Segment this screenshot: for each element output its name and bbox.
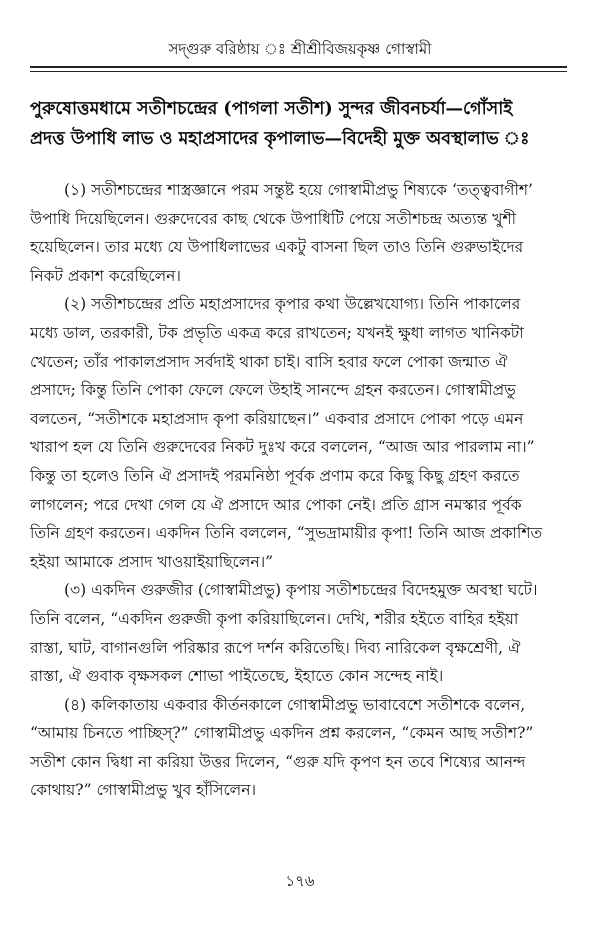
paragraph-line: মধ্যে ডাল, তরকারী, টক প্রভৃতি একত্র করে রাখতেন; যখনই ক্ষুধা লাগত খানিকটা — [30, 323, 524, 342]
paragraph-line: খেতেন; তাঁর পাকালপ্রসাদ সর্বদাই থাকা চাই। বাসি হবার ফলে পোকা জন্মাত ঐ — [30, 352, 508, 371]
paragraph-line: বলতেন, “সতীশকে মহাপ্রসাদ কৃপা করিয়াছেন।” একবার প্রসাদে পোকা পড়ে এমন — [30, 409, 524, 428]
paragraph-line: তিনি বলেন, “একদিন গুরুজী কৃপা করিয়াছিলেন। দেখি, শরীর হইতে বাহির হইয়া — [30, 609, 519, 628]
paragraph-line: (১) সতীশচন্দ্রের শাস্ত্রজ্ঞানে পরম সন্তুষ্ট হয়ে গোস্বামীপ্রভু শিষ্যকে ‘তত্ত্ববাগীশ’ — [64, 181, 533, 199]
paragraph — [30, 691, 567, 805]
paragraph-line: (৪) কলিকাতায় একবার কীর্তনকালে গোস্বামীপ্রভু ভাবাবেশে সতীশকে বলেন, — [64, 695, 526, 714]
paragraph-line: রাস্তা, ঐ গুবাক বৃক্ষসকল শোভা পাইতেছে, ইহাতে কোন সন্দেহ নাই। — [30, 667, 444, 686]
paragraph-line: লাগলেন; পরে দেখা গেল যে ঐ প্রসাদে আর পোকা নেই। প্রতি গ্রাস নমস্কার পূর্বক — [30, 495, 522, 514]
paragraph-line: খারাপ হল যে তিনি গুরুদেবের নিকট দুঃখ করে বললেন, “আজ আর পারলাম না।” — [30, 438, 535, 457]
paragraph — [30, 290, 567, 576]
paragraph-line: কোথায়?” গোস্বামীপ্রভু খুব হাঁসিলেন। — [30, 781, 257, 800]
body-text — [30, 176, 567, 805]
running-header: সদ্‌গুরু বরিষ্ঠায় ঃ শ্রীশ্রীবিজয়কৃষ্ণ গোস্বামী — [168, 40, 432, 58]
paragraph — [30, 176, 567, 290]
paragraph-line: কিন্তু তা হলেও তিনি ঐ প্রসাদই পরমনিষ্ঠা পূর্বক প্রণাম করে কিছু কিছু গ্রহণ করতে — [30, 466, 520, 485]
paragraph-line: সতীশ কোন দ্বিধা না করিয়া উত্তর দিলেন, “গুরু যদি কৃপণ হন তবে শিষ্যের আনন্দ — [30, 752, 526, 771]
paragraph-line: উপাধি দিয়েছিলেন। গুরুদেবের কাছ থেকে উপাধিটি পেয়ে সতীশচন্দ্র অত্যন্ত খুশী — [30, 209, 517, 228]
paragraph-line: হয়েছিলেন। তার মধ্যে যে উপাধিলাভের একটু বাসনা ছিল তাও তিনি গুরুভাইদের — [30, 238, 524, 257]
paragraph-line: হইয়া আমাকে প্রসাদ খাওয়াইয়াছিলেন।” — [30, 552, 274, 571]
paragraph-line: নিকট প্রকাশ করেছিলেন। — [30, 266, 181, 285]
section-heading-line: পুরুষোত্তমধামে সতীশচন্দ্রের (পাগলা সতীশ) সুন্দর জীবনচর্যা—গোঁসাই — [30, 99, 513, 119]
paragraph-line: (৩) একদিন গুরুজীর (গোস্বামীপ্রভু) কৃপায় সতীশচন্দ্রের বিদেহমুক্ত অবস্থা ঘটে। — [64, 581, 538, 600]
paragraph-line: রাস্তা, ঘাট, বাগানগুলি পরিষ্কার রূপে দর্শন করিতেছি। দিব্য নারিকেল বৃক্ষশ্রেণী, ঐ — [30, 638, 521, 657]
header-rule-thick — [30, 66, 567, 68]
header-rule-thin — [30, 71, 567, 72]
section-heading-line: প্রদত্ত উপাধি লাভ ও মহাপ্রসাদের কৃপালাভ—বিদেহী মুক্ত অবস্থালাভ ঃ — [30, 129, 530, 149]
page-number: ১৭৬ — [285, 872, 315, 890]
paragraph-line: “আমায় চিনতে পাচ্ছিস্?” গোস্বামীপ্রভু একদিন প্রশ্ন করলেন, “কেমন আছ সতীশ?” — [30, 724, 534, 743]
paragraph — [30, 576, 567, 690]
paragraph-line: প্রসাদে; কিন্তু তিনি পোকা ফেলে ফেলে উহাই সানন্দে গ্রহন করতেন। গোস্বামীপ্রভু — [30, 381, 516, 400]
paragraph-line: তিনি গ্রহণ করতেন। একদিন তিনি বললেন, “সুভদ্রামায়ীর কৃপা! তিনি আজ প্রকাশিত — [30, 524, 543, 543]
paragraph-line: (২) সতীশচন্দ্রের প্রতি মহাপ্রসাদের কৃপার কথা উল্লেখযোগ্য। তিনি পাকালের — [64, 295, 521, 314]
section-heading — [30, 94, 567, 154]
